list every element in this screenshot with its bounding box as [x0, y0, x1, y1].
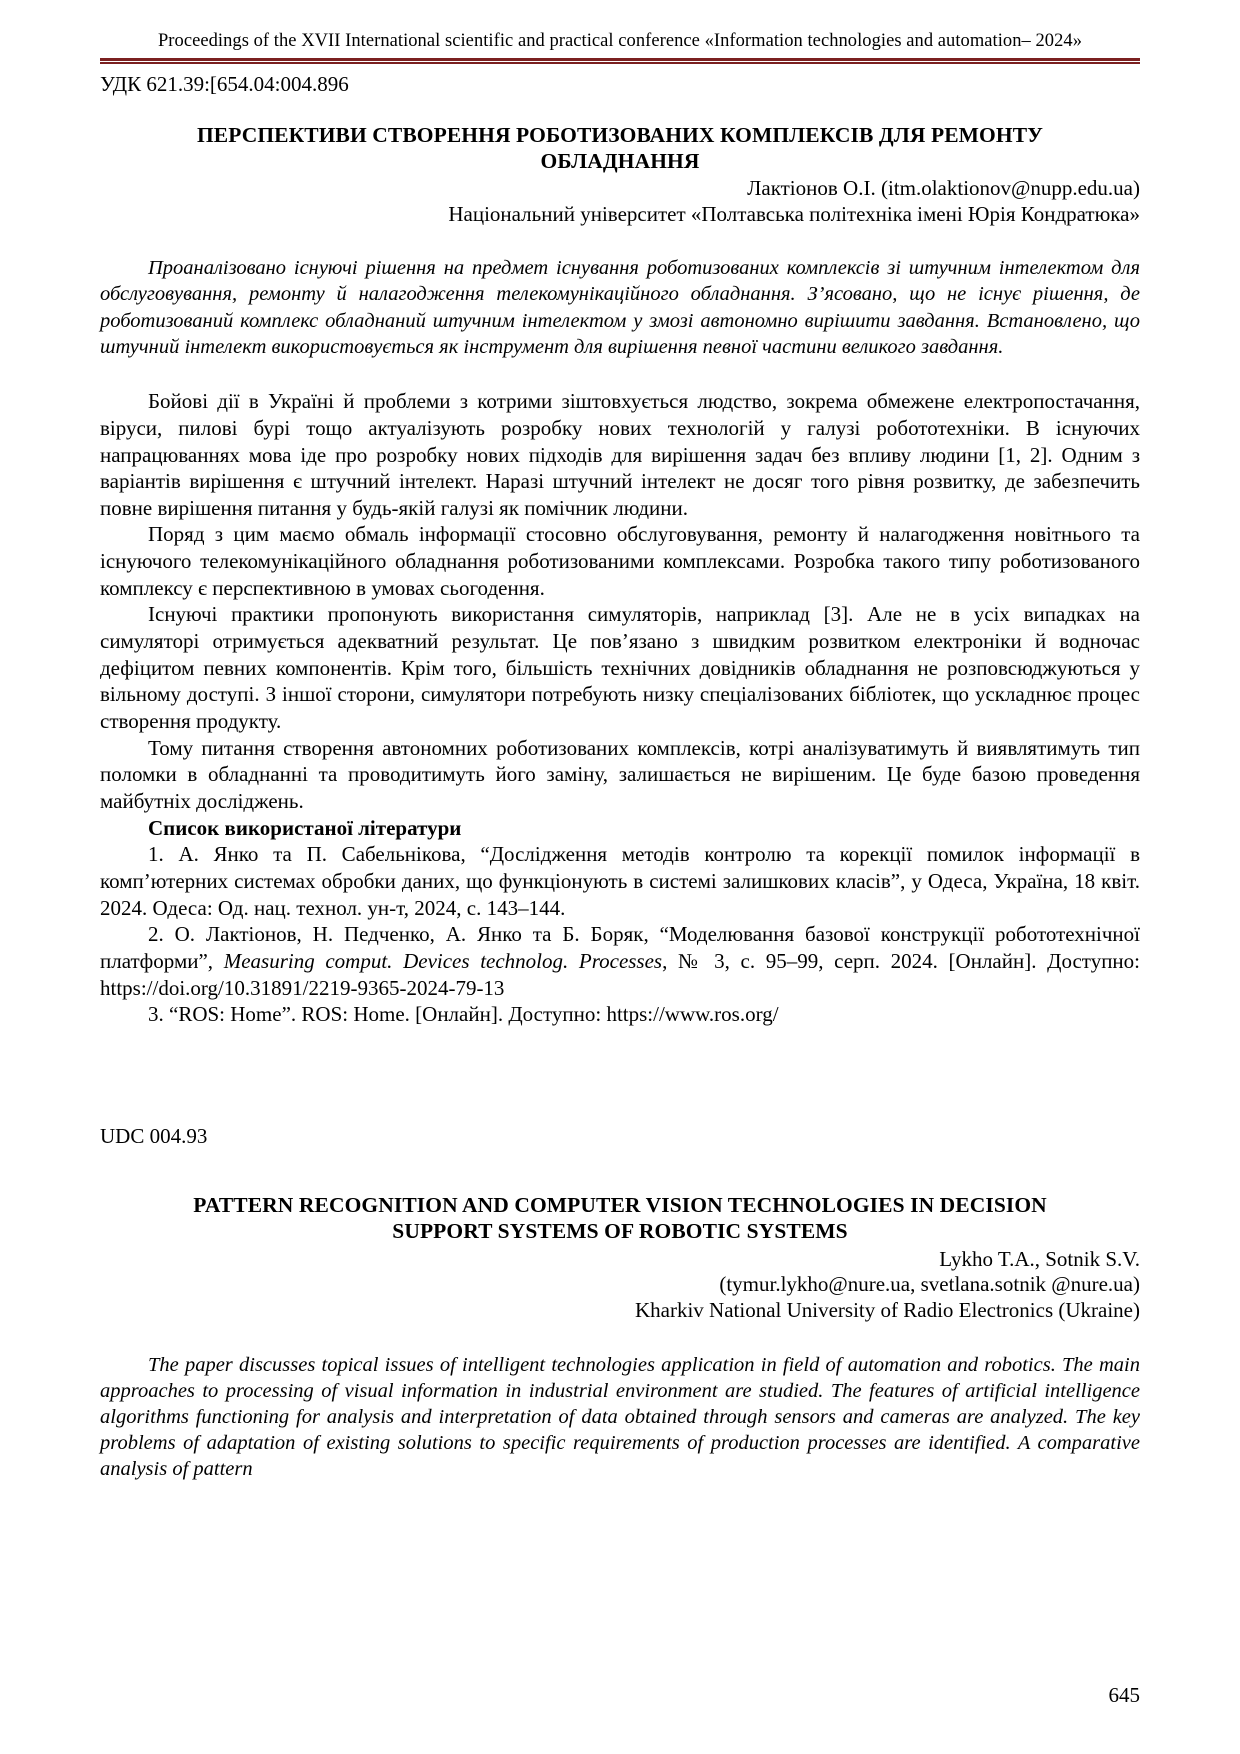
reference-text-italic: Measuring comput. Devices technolog. Processes: [223, 948, 663, 973]
article-one-title-line-2: ОБЛАДНАННЯ: [540, 148, 700, 173]
reference-text-pre: 2. О. Лактіонов, Н. Педченко, А. Янко та Б. Боряк, “Моделювання базової конструкції робототехнічної платформи”,: [100, 922, 1140, 973]
references-heading: Список використаної літератури: [148, 815, 462, 840]
article-two-abstract: The paper discusses topical issues of intelligent technologies application in field of automation and robotics. The main approaches to processing of visual information in industrial environment are studied. The features of artificial intelligence algorithms functioning for analysis and interpretation of data obtained through sensors and cameras are analyzed. The key problems of adaptation of existing solutions to specific requirements of production processes are identified. A comparative analysis of pattern: [100, 1353, 1140, 1481]
article-one-author: Лактіонов О.І. (itm.olaktionov@nupp.edu.ua): [747, 176, 1140, 201]
article-two-title-line-1: PATTERN RECOGNITION AND COMPUTER VISION TECHNOLOGIES IN DECISION: [193, 1193, 1047, 1218]
article-two-emails: (tymur.lykho@nure.ua, svetlana.sotnik @nure.ua): [719, 1272, 1140, 1297]
article-two-udc: UDC 004.93: [100, 1123, 208, 1148]
article-one-title: [100, 123, 1140, 174]
article-one-paragraph: Існуючі практики пропонують використання симуляторів, наприклад [3]. Але не в усіх випадках на симуляторі отримується адекватний результат. Це пов’язано з швидким розвитком електроніки й водночас дефіцитом певних компонентів. Крім того, більшість технічних довідників обладнання не розповсюджуються у вільному доступі. З іншої сторони, симулятори потребують низку спеціалізованих бібліотек, що ускладнює процес створення продукту.: [100, 602, 1140, 734]
article-two-authors: Lykho T.A., Sotnik S.V.: [939, 1246, 1140, 1271]
article-one-udk: УДК 621.39:[654.04:004.896: [100, 72, 349, 97]
article-two-title-line-2: SUPPORT SYSTEMS OF ROBOTIC SYSTEMS: [392, 1218, 848, 1243]
page-content: [100, 0, 1140, 1483]
reference-text-pre: 1. А. Янко та П. Сабельнікова, “Дослідження методів контролю та корекції помилок інформації в комп’ютерних системах обробки даних, що функціонують в системі залишкових класів”, у Одеса, Україна, 18 квіт. 2024. Одеса: Од. нац. технол. ун-т, 2024, с. 143–144.: [100, 842, 1140, 920]
reference-item: [100, 921, 1140, 1001]
header-rule-divider: [100, 58, 1140, 64]
article-separator-space: [100, 1028, 1140, 1124]
article-two-affiliation: Kharkiv National University of Radio Electronics (Ukraine): [634, 1297, 1140, 1322]
page-number: 645: [1108, 1683, 1140, 1707]
article-two-title-space: [100, 1149, 1140, 1193]
article-one-abstract: Проаналізовано існуючі рішення на предмет існування роботизованих комплексів зі штучним інтелектом для обслуговування, ремонту й налагодження телекомунікаційного обладнання. З’ясовано, що не існує рішення, де роботизований комплекс обладнаний штучним інтелектом у змозі автономно вирішити завдання. Встановлено, що штучний інтелект використовується як інструмент для вирішення певної частини великого завдання.: [100, 257, 1140, 358]
reference-item: [100, 841, 1140, 921]
article-one-title-line-1: ПЕРСПЕКТИВИ СТВОРЕННЯ РОБОТИЗОВАНИХ КОМПЛЕКСІВ ДЛЯ РЕМОНТУ: [196, 123, 1044, 148]
article-two-title: [100, 1193, 1140, 1245]
reference-text-post: , № 3, с. 95–99, серп. 2024. [Онлайн]. Доступно: https://doi.org/10.31891/2219-9365-2024-79-13: [100, 948, 1141, 1000]
running-header: Proceedings of the XVII International scientific and practical conference «Information technologies and automation– 2024»: [157, 31, 1083, 51]
article-one-paragraph: Поряд з цим маємо обмаль інформації стосовно обслуговування, ремонту й налагодження новітнього та існуючого телекомунікаційного обладнання роботизованими комплексами. Розробка такого типу роботизованого комплексу є перспективною в умовах сьогодення.: [100, 522, 1140, 600]
article-one-paragraph: Тому питання створення автономних роботизованих комплексів, котрі аналізуватимуть й виявлятимуть тип поломки в обладнанні та проводитимуть його заміну, залишається не вирішеним. Це буде базою проведення майбутніх досліджень.: [100, 735, 1140, 814]
article-one-affiliation: Національний університет «Полтавська політехніка імені Юрія Кондратюка»: [448, 201, 1140, 226]
reference-text-pre: 3. “ROS: Home”. ROS: Home. [Онлайн]. Доступно: https://www.ros.org/: [148, 1002, 779, 1027]
article-one-paragraph: Бойові дії в Україні й проблеми з котрими зіштовхується людство, зокрема обмежене електропостачання, віруси, пилові бурі тощо актуалізують розробку нових технологій у галузі робототехніки. В існуючих напрацюваннях мова іде про розробку нових підходів для вирішення задач без впливу людини [1, 2]. Одним з варіантів вирішення є штучний інтелект. Наразі штучний інтелект не досяг того рівня розвитку, де забезпечить повне вирішення питання у будь-якій галузі як помічник людини.: [100, 389, 1140, 520]
reference-item: [100, 1001, 1140, 1028]
